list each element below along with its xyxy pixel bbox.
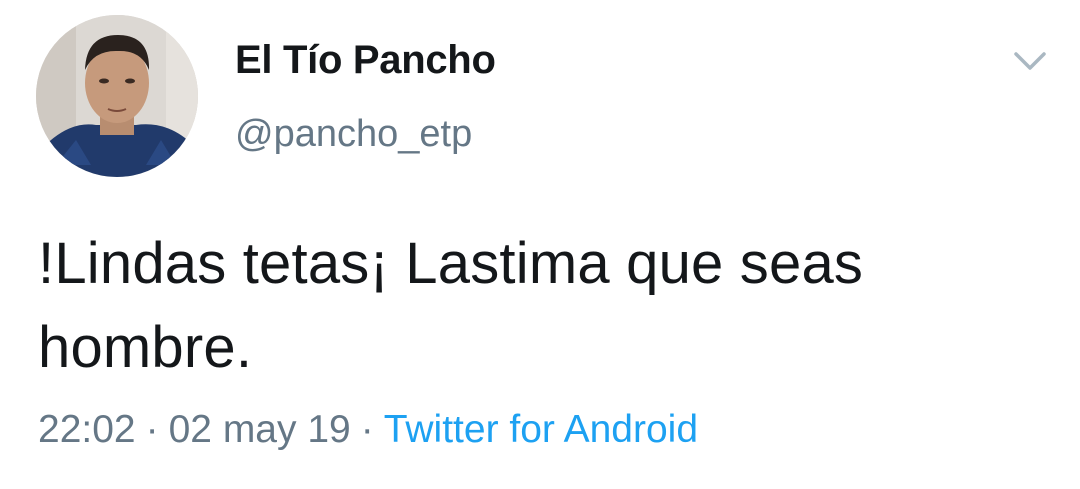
meta-separator: · [145, 408, 159, 451]
author-display-name[interactable]: El Tío Pancho [235, 38, 496, 82]
tweet-date[interactable]: 02 may 19 [168, 408, 351, 451]
avatar[interactable] [36, 15, 198, 177]
tweet-metadata [38, 408, 698, 452]
tweet-time[interactable]: 22:02 [38, 408, 136, 451]
tweet-text-line-1: !Lindas tetas¡ Lastima que seas [38, 231, 864, 296]
avatar-photo [36, 15, 198, 177]
tweet-text [38, 222, 1038, 390]
meta-separator-2: · [360, 408, 374, 451]
tweet-source-link[interactable]: Twitter for Android [383, 408, 699, 451]
chevron-down-icon[interactable] [1010, 46, 1050, 76]
tweet-text-line-2: hombre. [38, 315, 253, 380]
author-handle[interactable]: @pancho_etp [235, 113, 473, 155]
